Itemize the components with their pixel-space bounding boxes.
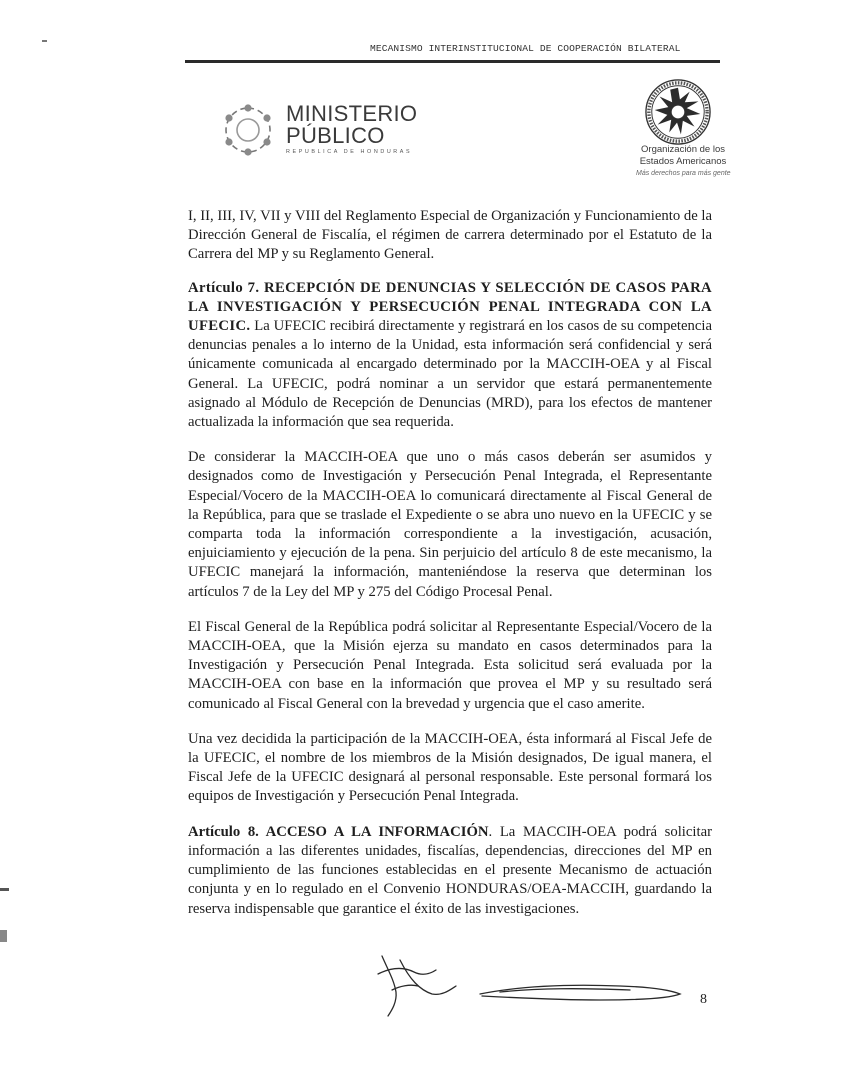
article-8-paragraph [188, 823, 712, 919]
oas-seal-icon [643, 78, 713, 146]
running-header: MECANISMO INTERINSTITUCIONAL DE COOPERACIÓN BILATERAL [370, 43, 681, 54]
handwritten-signature [370, 950, 710, 1020]
scan-edge-mark [0, 930, 7, 942]
scan-edge-mark [0, 888, 9, 891]
article-7-paragraph-3: El Fiscal General de la República podrá solicitar al Representante Especial/Vocero de la MACCIH-OEA, que la Misión ejerza su mandato en casos determinados para la Investigación y Persecución Penal Integrada. Esta solicitud será evaluada por la MACCIH-OEA con base en la información que provea el MP y su resultado será comunicado al Fiscal General con la brevedad y urgencia que el caso amerite. [188, 618, 712, 712]
ministerio-publico-name [286, 103, 417, 147]
ministerio-subtitle: REPUBLICA DE HONDURAS [286, 149, 413, 155]
oas-line2: Estados Americanos [639, 156, 727, 167]
oas-line1: Organización de los [641, 144, 725, 155]
article-7-paragraph [188, 279, 712, 433]
oas-tagline: Más derechos para más gente [636, 170, 731, 177]
document-body [188, 207, 712, 935]
scan-speck [42, 40, 47, 42]
ministerio-line2: PÚBLICO [286, 123, 385, 148]
ministerio-publico-logo [220, 100, 420, 162]
header-rule [185, 60, 720, 63]
article-7-heading: Artículo 7. RECEPCIÓN DE DENUNCIAS Y SELECCIÓN DE CASOS PARA LA INVESTIGACIÓN Y PERSECUCIÓN PENAL INTEGRADA CON LA UFECIC. [188, 279, 712, 335]
article-7-paragraph-4: Una vez decidida la participación de la MACCIH-OEA, ésta informará al Fiscal Jefe de la UFECIC, el nombre de los miembros de la Misión designados, De igual manera, el Fiscal Jefe de la UFECIC designará al personal responsable. Este personal formará los equipos de Investigación y Persecución Penal Integrada. [188, 730, 712, 805]
article-8-heading: Artículo 8. ACCESO A LA INFORMACIÓN [188, 823, 489, 840]
ministerio-line1: MINISTERIO [286, 101, 418, 126]
intro-paragraph: I, II, III, IV, VII y VIII del Reglamento Especial de Organización y Funcionamiento de la Dirección General de Fiscalía, el régimen de carrera determinado por el Estatuto de la Carrera del MP y su Reglamento General. [188, 208, 712, 263]
oas-name [630, 144, 736, 168]
article-7-paragraph-2: De considerar la MACCIH-OEA que uno o más casos deberán ser asumidos y designados como de Investigación y Persecución Penal Integrada, el Representante Especial/Vocero de la MACCIH-OEA lo comunicará directamente al Fiscal General de la República, para que se traslade el Expediente o se abra uno nuevo en la UFECIC y se comparta toda la información correspondiente a la investigación, acusación, enjuiciamiento y ejecución de la pena. Sin perjuicio del artículo 8 de este mecanismo, la UFECIC manejará la información, manteniéndose la reserva que determinan los artículos 7 de la Ley del MP y 275 del Código Procesal Penal. [188, 449, 712, 600]
ministerio-publico-emblem-icon [220, 102, 276, 158]
article-7-text: La UFECIC recibirá directamente y registrará en los casos de su competencia denuncias penales a lo interno de la Unidad, esta información será confidencial y será únicamente comunicada al encargado determinado por la MACCIH-OEA y al Fiscal General. La UFECIC, podrá nominar a un servidor que estará permanentemente asignado al Módulo de Recepción de Denuncias (MRD), para los efectos de mantener actualizada la información que sea requerida. [188, 318, 712, 431]
page-number: 8 [700, 992, 707, 1007]
article-8-text: . La MACCIH-OEA podrá solicitar información a las diferentes unidades, fiscalías, dependencias, direcciones del MP en cumplimiento de las funciones establecidas en el presente Mecanismo de actuación conjunta y en lo regulado en el Convenio HONDURAS/OEA-MACCIH, guardando la reserva indispensable que garantice el éxito de las investigaciones. [188, 823, 712, 917]
